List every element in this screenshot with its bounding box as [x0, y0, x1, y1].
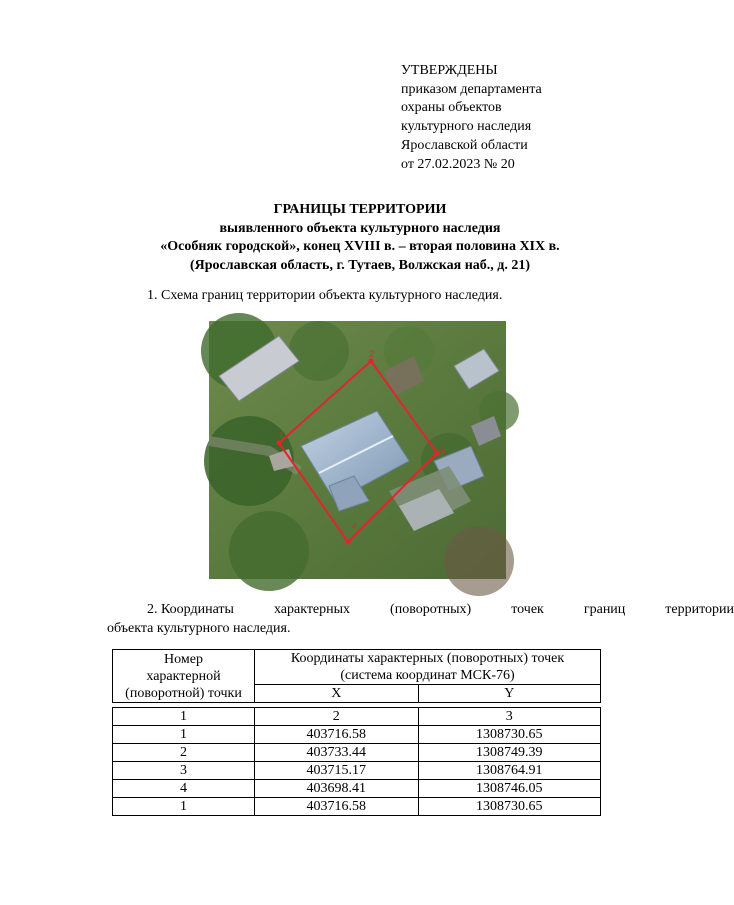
- header-coordinates: [255, 650, 601, 685]
- table-numbering-row: [113, 708, 601, 726]
- header-line: Номер: [164, 651, 203, 667]
- section-2-line-2: объекта культурного наследия.: [107, 620, 291, 636]
- approval-line: охраны объектов: [401, 100, 502, 116]
- table-cell: 2: [255, 708, 419, 726]
- boundary-point-label-4: 4: [352, 521, 358, 531]
- header-line: (система координат МСК-76): [340, 668, 515, 683]
- section-2-heading: [107, 601, 734, 638]
- table-cell: 1308749.39: [418, 744, 600, 762]
- table-cell: 1: [113, 798, 255, 816]
- title-line: (Ярославская область, г. Тутаев, Волжская наб., д. 21): [189, 258, 531, 274]
- table-row: [113, 798, 601, 816]
- section-2-word: границ: [583, 602, 626, 617]
- table-cell: 1308764.91: [418, 762, 600, 780]
- approval-stamp: [401, 62, 542, 174]
- header-line: Координаты характерных (поворотных) точек: [290, 651, 565, 666]
- document-title: [60, 201, 660, 276]
- approval-line: Ярославской области: [401, 137, 528, 153]
- header-x: X: [255, 685, 419, 703]
- header-point-number: [113, 650, 255, 703]
- table-cell: 3: [113, 762, 255, 780]
- table-cell: 1: [113, 726, 255, 744]
- boundary-point-label-1: 1: [279, 430, 285, 440]
- title-line: «Особняк городской», конец XVIII в. – вторая половина XIX в.: [160, 239, 560, 255]
- section-2-word: характерных: [273, 602, 351, 617]
- table-cell: 403715.17: [255, 762, 419, 780]
- table-cell: 1308746.05: [418, 780, 600, 798]
- section-2-word: 2. Координаты: [147, 602, 234, 617]
- table-row: [113, 726, 601, 744]
- table-cell: 403733.44: [255, 744, 419, 762]
- section-2-word: точек: [511, 602, 544, 617]
- table-cell: 1308730.65: [418, 798, 600, 816]
- satellite-map-image: [209, 321, 506, 579]
- table-cell: 1308730.65: [418, 726, 600, 744]
- table-cell: 403698.41: [255, 780, 419, 798]
- title-line: ГРАНИЦЫ ТЕРРИТОРИИ: [273, 202, 447, 217]
- table-cell: 4: [113, 780, 255, 798]
- title-line: выявленного объекта культурного наследия: [219, 220, 501, 236]
- table-cell: 1: [113, 708, 255, 726]
- header-line: (поворотной) точки: [125, 685, 242, 701]
- boundary-scheme-map: [209, 321, 506, 579]
- table-row: [113, 780, 601, 798]
- boundary-point-label-2: 2: [369, 349, 375, 359]
- approval-line: от 27.02.2023 № 20: [401, 156, 515, 172]
- section-2-word: (поворотных): [390, 602, 472, 617]
- boundary-point-label-3: 3: [440, 446, 446, 456]
- table-cell: 403716.58: [255, 798, 419, 816]
- table-cell: 3: [418, 708, 600, 726]
- table-row: [113, 744, 601, 762]
- table-cell: 2: [113, 744, 255, 762]
- section-2-word: территории: [665, 602, 734, 617]
- section-1-heading: 1. Схема границ территории объекта культурного наследия.: [147, 288, 503, 303]
- approval-line: культурного наследия: [401, 119, 532, 135]
- table-row: [113, 762, 601, 780]
- header-y: Y: [418, 685, 600, 703]
- approval-line: УТВЕРЖДЕНЫ: [401, 63, 498, 78]
- approval-line: приказом департамента: [401, 81, 542, 97]
- table-cell: 403716.58: [255, 726, 419, 744]
- coordinates-table: [112, 649, 601, 816]
- header-line: характерной: [146, 668, 221, 684]
- section-2-line-1: [107, 601, 734, 620]
